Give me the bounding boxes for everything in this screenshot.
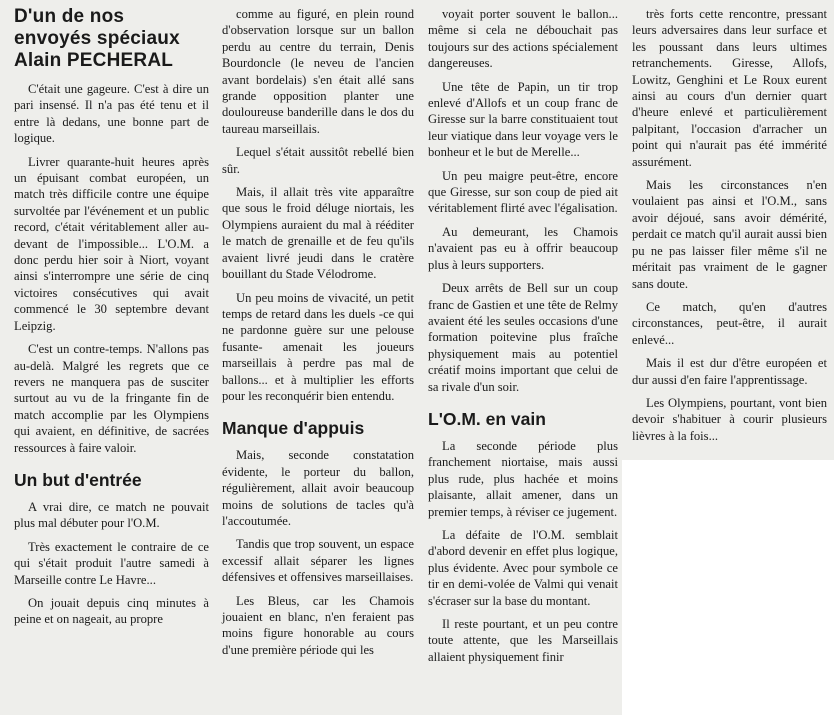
paragraph: Tandis que trop souvent, un espace excessif allait séparer les lignes défensives et offensives marseillaises.: [222, 537, 414, 585]
subheading: L'O.M. en vain: [428, 408, 546, 429]
paragraph: Au demeurant, les Chamois n'avaient pas eu à offrir beaucoup plus à leurs supporters.: [428, 224, 618, 272]
paragraph: Mais il est dur d'être européen et dur aussi d'en faire l'apprentissage.: [632, 356, 827, 387]
paragraph: C'est un contre-temps. N'allons pas au-delà. Malgré les regrets que ce revers ne manquera pas de susciter surtout au vu de la fringante fin de match accomplie par les Olympiens qui avaient, en définitive, de sacrées ressources à faire valoir.: [14, 342, 209, 455]
paragraph: voyait porter souvent le ballon... même si cela ne débouchait pas toujours sur des actions spécialement dangereuses.: [428, 7, 618, 71]
byline-line: D'un de nos: [14, 6, 125, 27]
paragraph: Ce match, qu'en d'autres circonstances, peut-être, il aurait enlevé...: [632, 299, 827, 347]
paragraph: On jouait depuis cinq minutes à peine et on nageait, au propre: [14, 595, 209, 627]
byline-line: envoyés spéciaux: [14, 28, 180, 49]
paragraph: Il reste pourtant, et un peu contre toute attente, que les Marseillais allaient physiquement finir: [428, 617, 618, 664]
paragraph: Deux arrêts de Bell sur un coup franc de Gastien et une tête de Relmy avaient été les seules occasions d'une formation poitevine plus fraîche physiquement mais au potentiel créatif moins important que celui de sa rivale d'un soir.: [428, 281, 618, 394]
article-column-3: [428, 0, 618, 672]
paragraph: C'était une gageure. C'est à dire un pari insensé. Il n'a pas été tenu et il entre là dedans, une bonne part de logique.: [14, 82, 209, 146]
article-column-4: [632, 0, 827, 451]
paragraph: Une tête de Papin, un tir trop enlevé d'Allofs et un coup franc de Giresse sur la barre constituaient tout leur viatique dans leur voyage vers le bonheur et le but de Merelle...: [428, 79, 618, 160]
paragraph: très forts cette rencontre, pressant leurs adversaires dans leur surface et les poussant dans leurs ultimes retranchements. Giresse, Allofs, Lowitz, Genghini et Le Roux eurent ainsi au cours d'un dernier quart d'heure enlevé et particulièrement palpitant, l'occasion d'arracher un point qui n'aurait pas été immérité assurément.: [632, 7, 827, 169]
paragraph: Mais, il allait très vite apparaître que sous le froid déluge niortais, les Olympiens auraient du mal à rééditer le match de grenaille et de feu qu'ils avaient livré jeudi dans le cratère bouillant du Stade Vélodrome.: [222, 185, 414, 282]
paragraph: Un peu maigre peut-être, encore que Giresse, sur son coup de pied ait véritablement flirté avec l'égalisation.: [428, 168, 618, 216]
byline-line: Alain PECHERAL: [14, 50, 174, 71]
paragraph: Un peu moins de vivacité, un petit temps de retard dans les duels -ce qui ne pardonne guère sur une pelouse fusante- amenait les joueurs marseillais à perdre pas mal de ballons... et à multiplier les efforts pour les reconquérir bien entendu.: [222, 290, 414, 403]
paragraph: La défaite de l'O.M. semblait d'abord devenir en effet plus logique, plus évidente. Avec pour symbole ce tir en demi-volée de Valmi qui venait s'écraser sur la base du montant.: [428, 527, 618, 608]
paragraph: Mais, seconde constatation évidente, le porteur du ballon, régulièrement, allait avoir beaucoup moins de solutions de tacles qu'à l'accoutumée.: [222, 448, 414, 528]
article-column-1: [14, 0, 209, 635]
paragraph: Lequel s'était aussitôt rebellé bien sûr.: [222, 145, 414, 176]
paragraph: Les Olympiens, pourtant, vont bien devoir s'habituer à courir plusieurs lièvres à la fois...: [632, 395, 827, 443]
subheading: Un but d'entrée: [14, 469, 142, 490]
paragraph: Livrer quarante-huit heures après un épuisant combat européen, un match très difficile contre une équipe survoltée par l'événement et un public record, c'était véritablement aller au-devant de l'impossible... L'O.M. a donc perdu hier soir à Niort, voyant ainsi s'interrompre une série de cinq victoires consécutives qui avait commencé le 30 septembre devant Leipzig.: [14, 154, 209, 333]
paragraph: A vrai dire, ce match ne pouvait plus mal débuter pour l'O.M.: [14, 499, 209, 531]
paragraph: Mais les circonstances n'en voulaient pas ainsi et l'O.M., sans avoir déjoué, sans avoir démérité, perdait ce match qu'il aurait aussi bien pu ne pas laisser filer même s'il ne méritait pas vraiment de le gagner sans doute.: [632, 178, 827, 291]
paragraph: comme au figuré, en plein round d'observation lorsque sur un ballon perdu au centre du terrain, Denis Bourdoncle (le neveu de l'ancien avant bordelais) s'en était allé sans grande opposition planter une douloureuse banderille dans le dos du taureau marseillais.: [222, 7, 414, 136]
paragraph: Les Bleus, car les Chamois jouaient en blanc, n'en feraient pas moins figure honorable au cours d'une première période qui les: [222, 593, 414, 657]
subheading: Manque d'appuis: [222, 418, 365, 439]
paragraph: La seconde période plus franchement niortaise, mais aussi plus rude, plus hachée et moins plaisante, allait amener, dans un premier temps, à réviser ce jugement.: [428, 438, 618, 519]
paragraph: Très exactement le contraire de ce qui s'était produit l'autre samedi à Marseille contre Le Havre...: [14, 539, 209, 587]
byline-heading: [14, 6, 209, 72]
article-column-2: [222, 0, 414, 665]
